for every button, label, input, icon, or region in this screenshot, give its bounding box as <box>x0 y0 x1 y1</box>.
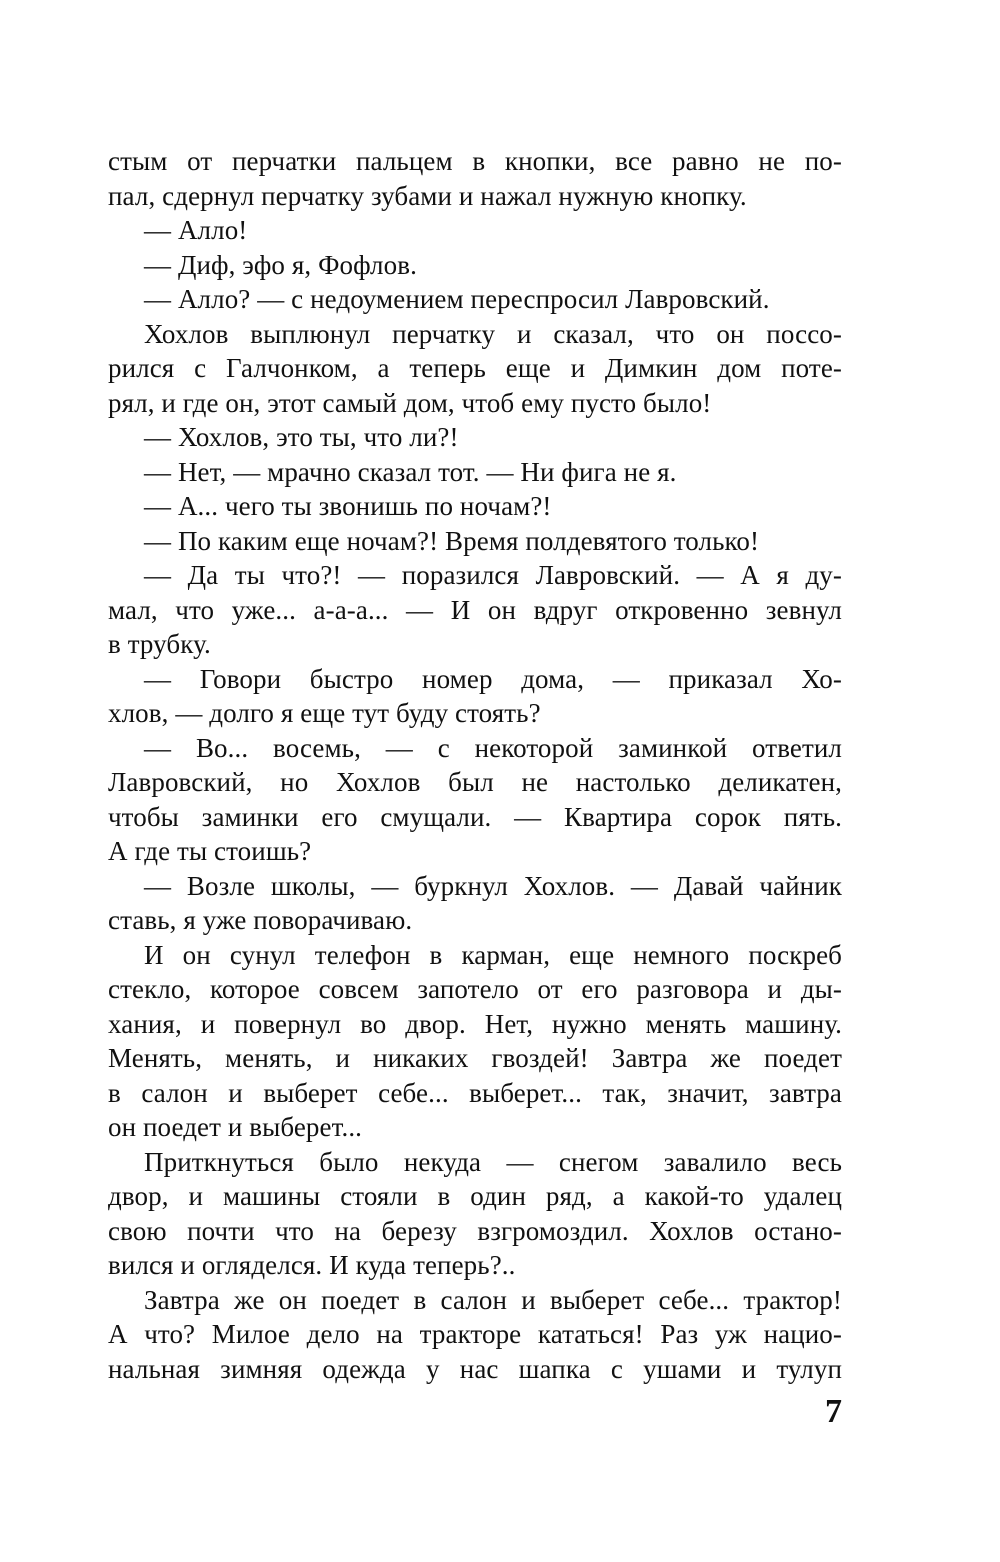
text-line: А что? Милое дело на тракторе кататься! Раз уж нацио- <box>108 1319 842 1349</box>
text-line: рял, и где он, этот самый дом, чтоб ему пусто было! <box>108 387 712 418</box>
text-line: — Да ты что?! — поразился Лавровский. — А я ду- <box>144 560 842 590</box>
body-text <box>108 144 842 1386</box>
text-line: рился с Галчонком, а теперь еще и Димкин дом поте- <box>108 353 842 383</box>
text-line: нальная зимняя одежда у нас шапка с ушами и тулуп <box>108 1353 842 1384</box>
text-line: — Алло? — с недоумением переспросил Лавровский. <box>144 284 770 314</box>
text-line: — Нет, — мрачно сказал тот. — Ни фига не я. <box>144 456 677 487</box>
text-line: Менять, менять, и никаких гвоздей! Завтра же поедет <box>108 1043 842 1073</box>
text-line: двор, и машины стояли в один ряд, а какой-то удалец <box>108 1181 842 1211</box>
text-line: стекло, которое совсем запотело от его разговора и ды- <box>108 974 842 1004</box>
text-line: ставь, я уже поворачиваю. <box>108 905 413 935</box>
text-line: И он сунул телефон в карман, еще немного поскреб <box>144 939 842 970</box>
text-line: стым от перчатки пальцем в кнопки, все равно не по- <box>108 146 842 176</box>
text-line: Приткнуться было некуда — снегом завалило весь <box>144 1146 842 1177</box>
text-line: — Возле школы, — буркнул Хохлов. — Давай чайник <box>144 870 842 901</box>
text-line: мал, что уже... а-а-а... — И он вдруг откровенно зевнул <box>108 594 842 625</box>
text-line: хлов, — долго я еще тут буду стоять? <box>108 698 541 728</box>
text-line: вился и огляделся. И куда теперь?.. <box>108 1250 516 1280</box>
text-line: пал, сдернул перчатку зубами и нажал нужную кнопку. <box>108 180 747 211</box>
text-line: — Хохлов, это ты, что ли?! <box>144 422 459 452</box>
text-line: А где ты стоишь? <box>108 836 312 866</box>
text-line: чтобы заминки его смущали. — Квартира сорок пять. <box>108 801 842 832</box>
text-line: он поедет и выберет... <box>108 1112 363 1142</box>
text-line: — Говори быстро номер дома, — приказал Хо- <box>144 663 842 694</box>
text-line: — По каким еще ночам?! Время полдевятого только! <box>144 525 760 556</box>
text-line: Хохлов выплюнул перчатку и сказал, что он поссо- <box>144 318 842 349</box>
text-line: — Во... восемь, — с некоторой заминкой ответил <box>144 732 842 763</box>
text-line: в трубку. <box>108 629 211 659</box>
text-line: свою почти что на березу взгромоздил. Хохлов останo- <box>108 1215 842 1246</box>
text-line: в салон и выберет себе... выберет... так, значит, завтра <box>108 1077 842 1108</box>
text-line: — А... чего ты звонишь по ночам?! <box>144 491 552 521</box>
text-line: Завтра же он поедет в салон и выберет себе... трактор! <box>144 1284 842 1315</box>
page-number: 7 <box>825 1393 842 1430</box>
text-line: — Диф, эфо я, Фофлов. <box>144 249 417 280</box>
text-line: хания, и повернул во двор. Нет, нужно менять машину. <box>108 1008 842 1039</box>
text-line: Лавровский, но Хохлов был не настолько деликатен, <box>108 767 842 797</box>
text-line: — Алло! <box>144 215 248 245</box>
